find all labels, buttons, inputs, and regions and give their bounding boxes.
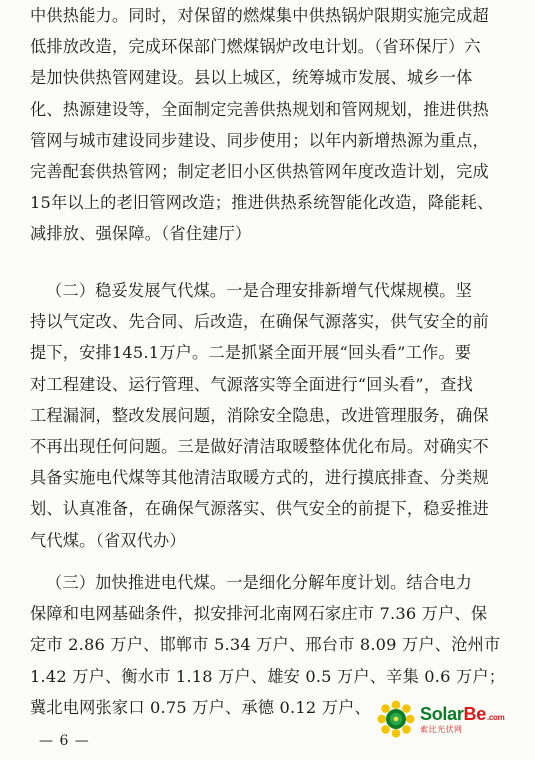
text-line: 对工程建设、运行管理、气源落实等全面进行“回头看”，查找 bbox=[30, 374, 474, 394]
text-line: 定市 2.86 万户、邯郸市 5.34 万户、邢台市 8.09 万户、沧州市 bbox=[30, 635, 501, 655]
text-line: 减排放、强保障。（省住建厅） bbox=[30, 224, 252, 244]
text-line: 气代煤。（省双代办） bbox=[30, 530, 186, 550]
text-line: 1.42 万户、衡水市 1.18 万户、雄安 0.5 万户、辛集 0.6 万户； bbox=[30, 666, 506, 686]
text-line: 冀北电网张家口 0.75 万户、承德 0.12 万户、 bbox=[30, 697, 371, 717]
section-heading-line: （二）稳妥发展气代煤。一是合理安排新增气代煤规模。坚 bbox=[46, 281, 473, 300]
watermark-brand bbox=[420, 705, 504, 723]
watermark-logo bbox=[377, 696, 527, 742]
paragraph-heating-network bbox=[30, 0, 515, 250]
text-line: 化、热源建设等，全面制定完善供热规划和管网规划，推进供热 bbox=[30, 99, 489, 119]
text-line: 划、认真准备，在确保气源落实、供气安全的前提下，稳妥推进 bbox=[30, 499, 489, 519]
brand-tld: .com bbox=[486, 712, 505, 722]
section-heading-line: （三）加快推进电代煤。一是细化分解年度计划。结合电力 bbox=[46, 573, 473, 592]
page-number: — 6 — bbox=[39, 733, 90, 749]
text-line: 具备实施电代煤等其他清洁取暖方式的，进行摸底排查、分类规 bbox=[30, 468, 489, 488]
brand-suffix: Be bbox=[463, 703, 486, 724]
text-line: 保障和电网基础条件，拟安排河北南网石家庄市 7.36 万户、保 bbox=[30, 604, 488, 624]
sunflower-logo-icon bbox=[377, 700, 415, 738]
watermark-subtitle: 索比光伏网 bbox=[420, 724, 463, 734]
text-line: 15年以上的老旧管网改造；推进供热系统智能化改造，降能耗、 bbox=[30, 193, 494, 213]
paragraph-gas-replacement bbox=[30, 275, 515, 556]
text-line: 低排放改造，完成环保部门燃煤锅炉改电计划。（省环保厅）六 bbox=[30, 37, 481, 57]
text-line: 中供热能力。同时，对保留的燃煤集中供热锅炉限期实施完成超 bbox=[30, 6, 489, 25]
text-line: 工程漏洞，整改发展问题，消除安全隐患，改进管理服务，确保 bbox=[30, 405, 489, 425]
text-line: 不再出现任何问题。三是做好清洁取暖整体优化布局。对确实不 bbox=[30, 436, 489, 456]
brand-prefix: Solar bbox=[420, 703, 464, 724]
text-line: 持以气定改、先合同、后改造，在确保气源落实，供气安全的前 bbox=[30, 312, 489, 332]
watermark-text bbox=[420, 705, 504, 734]
text-line: 是加快供热管网建设。县以上城区，统筹城市发展、城乡一体 bbox=[30, 68, 473, 88]
text-line: 管网与城市建设同步建设、同步使用；以年内新增热源为重点， bbox=[30, 130, 489, 150]
text-line: 完善配套供热管网；制定老旧小区供热管网年度改造计划，完成 bbox=[30, 161, 489, 181]
text-line: 提下，安排145.1万户。二是抓紧全面开展“回头看”工作。要 bbox=[30, 343, 472, 363]
